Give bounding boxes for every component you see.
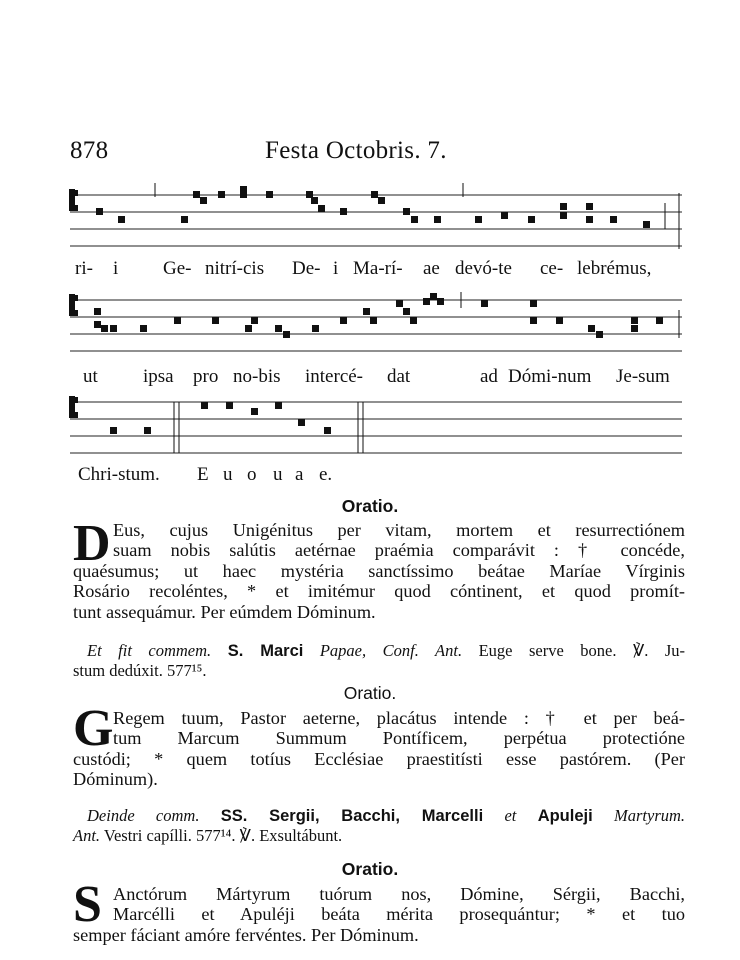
- lyric: E: [197, 464, 209, 485]
- lyric: a: [295, 464, 304, 485]
- oratio-heading-2: Oratio.: [343, 683, 397, 703]
- page-number: 878: [70, 137, 109, 164]
- lyric: devó-te: [455, 258, 512, 279]
- rubric-text: Vestri capílli. 577¹⁴. ℣. Exsultábunt.: [103, 826, 343, 845]
- lyric: ipsa: [143, 366, 174, 387]
- dropcap-s: S: [73, 876, 102, 933]
- lyric: ae: [423, 258, 440, 279]
- saint-name: Apuleji: [537, 807, 593, 825]
- rubric-italic: Deinde comm.: [87, 806, 200, 825]
- rubric-line: [87, 641, 685, 661]
- lyric: ut: [83, 366, 98, 387]
- text-line: tum Marcum Summum Pontíficem, perpétua protectióne: [113, 728, 685, 749]
- rubric-1-cont: [73, 661, 685, 681]
- rubric-italic: Ant.: [73, 826, 101, 845]
- rubric-italic: Et fit commem.: [87, 641, 212, 660]
- oratio-heading-3: Oratio.: [341, 859, 399, 879]
- oratio-text-3: [73, 884, 685, 945]
- text-line: Regem tuum, Pastor aeterne, placátus intende : † et per beá-: [113, 708, 685, 728]
- lyric: i: [333, 258, 339, 279]
- lyric: o: [247, 464, 257, 485]
- lyric: ad: [480, 366, 498, 387]
- lyric: dat: [387, 366, 411, 387]
- lyric: lebrémus,: [577, 258, 652, 279]
- clef-icon: [69, 294, 78, 316]
- dropcap-g: G: [73, 700, 114, 757]
- text-line: semper fáciant amóre fervéntes. Per Dóminum.: [73, 924, 419, 945]
- lyric: nitrí-cis: [205, 258, 265, 279]
- lyric: Ge-: [163, 258, 192, 279]
- lyric: ri-: [75, 258, 93, 279]
- oratio-text-2: [73, 708, 685, 790]
- oratio-heading-1: Oratio.: [341, 496, 399, 516]
- dropcap-d: D: [73, 515, 111, 572]
- rubric-line: stum dedúxit. 577¹⁵.: [73, 661, 207, 680]
- rubric-italic: Martyrum.: [614, 806, 686, 825]
- running-title: Festa Octobris. 7.: [265, 137, 447, 164]
- text-line: Eus, cujus Unigénitus per vitam, mortem et resurrectiónem: [113, 520, 685, 540]
- lyric: no-bis: [233, 366, 281, 387]
- lyric: Ma-rí-: [353, 258, 403, 279]
- text-line: Marcélli et Apuléji beáta mérita prosequántur; * et tuo: [113, 904, 685, 925]
- lyric: ce-: [540, 258, 564, 279]
- saint-name: S. Marci: [227, 642, 304, 660]
- lyric: De-: [292, 258, 321, 279]
- text-line: quaésumus; ut haec mystéria sanctíssimo beátae Maríae Vírginis: [73, 560, 685, 581]
- lyric: Dómi-num: [508, 366, 592, 387]
- chant-staff-3: [68, 392, 684, 456]
- rubric-2-cont: [73, 826, 685, 846]
- saint-names: SS. Sergii, Bacchi, Marcelli: [220, 807, 484, 825]
- text-line: Anctórum Mártyrum tuórum nos, Dómine, Sérgii, Bacchi,: [113, 884, 685, 904]
- lyric: intercé-: [305, 366, 364, 387]
- lyric: Chri-stum.: [78, 464, 160, 485]
- lyric: u: [223, 464, 233, 485]
- rubric-2: [87, 806, 685, 826]
- lyric: pro: [193, 366, 219, 387]
- rubric-line: [73, 826, 685, 846]
- text-line: custódi; * quem totíus Ecclésiae praestitísti esse pastórem. (Per: [73, 748, 685, 769]
- text-line: tunt assequámur. Per eúmdem Dóminum.: [73, 601, 376, 622]
- lyric: i: [113, 258, 119, 279]
- clef-icon: [69, 396, 78, 418]
- lyric: Je-sum: [616, 366, 670, 387]
- chant-staff-2: [68, 288, 684, 356]
- rubric-line: [87, 806, 685, 826]
- text-line: Rosário recoléntes, * et imitémur quod cóntinent, et quod promít-: [73, 581, 685, 602]
- chant-staff-1: [68, 183, 684, 251]
- rubric-italic: Papae, Conf. Ant.: [319, 641, 463, 660]
- text-line: suam nobis salútis aetérnae praémia comparávit : † concéde,: [113, 540, 685, 561]
- lyric: e.: [319, 464, 333, 485]
- lyric: u: [273, 464, 283, 485]
- rubric-1: [87, 641, 685, 661]
- rubric-text: Euge serve bone. ℣. Ju-: [478, 641, 686, 660]
- text-line: Dóminum).: [73, 769, 158, 790]
- clef-icon: [69, 189, 78, 211]
- rubric-italic: et: [504, 806, 517, 825]
- oratio-text-1: [73, 515, 685, 622]
